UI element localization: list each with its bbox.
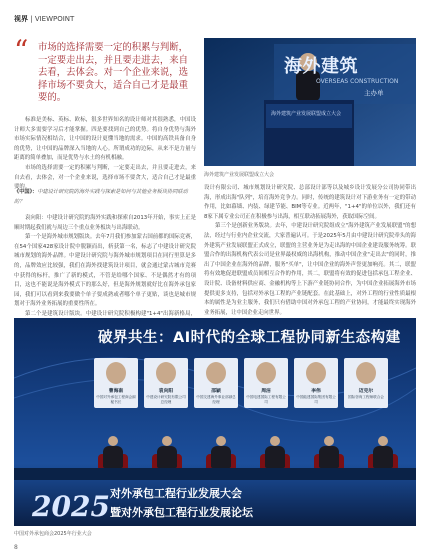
page-number: 8: [14, 544, 18, 551]
banner-title: 海外建筑: [284, 56, 358, 77]
podium-text: 海外建筑产业发展联盟成立大会: [270, 111, 341, 117]
column-label: VIEWPOINT: [34, 15, 75, 23]
event-title-line-1: 对外承包工程行业发展大会: [110, 487, 242, 500]
right-paragraph-2: 第三个是创新业务版块。去年，中建设计研究院组成立"海外建筑产业发展联盟"的想法，经过与行业内企业交流，大家普遍认可。于是2025年5月由中建设计研究院牵头的海外建筑产业发展联盟正式成立，联盟的主营业务是为走出海的中国企业建设服务统筹。联盟合作的出海机构代表公司是业界最权威的出海机构，推动中国企业"走出去"的同时，推出了中国企业在海外的品牌，服务"买单"，让中国企业的海外声誉更加响亮。其二，联盟将有效地促进联盟成员间相互合作的作用，其二，联盟将有效的促进包括承包工程企业、设计院、设备材料供应商、金融机构等上下游产业链协同合作，为中国企业拓展海外市场提供更多支持，包括对外承包工程的产业链配套。在此基础上，对外工程的行业性质最根本的属性是为业主服务，我们只有借助中国对外承包工程的产业协同，才能最终实现海外业务拓展，让中国企业走向世界。: [204, 223, 416, 316]
panelist-name: 邵颖: [211, 389, 221, 394]
panelist-role: 中国电建国际工程有限公司: [246, 395, 286, 404]
question-label: 《中国》：: [14, 189, 38, 195]
header-separator: |: [28, 15, 35, 23]
panelist-portrait: [356, 362, 376, 384]
panelist-card: [344, 358, 388, 408]
panelist-seated: [263, 436, 287, 470]
panelist-seated: [317, 436, 341, 470]
panelist-portrait: [156, 362, 176, 384]
right-column: [204, 184, 416, 318]
stage-floor: [14, 468, 416, 480]
panelist-card: [94, 358, 138, 408]
panelist-seated: [371, 436, 395, 470]
page-header: [14, 14, 74, 24]
photo-caption: 海外建筑产业发展联盟成立大会: [204, 172, 275, 178]
forum-photo-caption: 中国对外承包商会2025年行业大会: [14, 531, 92, 537]
panelist-portrait: [206, 362, 226, 384]
panelist-role: 中国对外承包工程商会副秘书长: [96, 395, 136, 404]
conference-photo: [204, 38, 416, 166]
panelist-name: 周洁: [261, 389, 271, 394]
panelist-name: 迈克尔: [358, 389, 374, 394]
panelist-role: 中国能建国际集团有限公司: [296, 395, 336, 404]
panelist-role: 中国交建海外事业部副总经理: [196, 395, 236, 404]
event-title-line-2: 暨对外承包工程行业发展论坛: [110, 506, 253, 519]
right-paragraph-1: 设计有限公司、城市规划设计研究院、总部设计部等以及城乡设计发展分公司协同带出海，形成出海"队列"，培育海外竞争力。同时，传统的建筑设计对下游业务有一定的带动作用，比如幕墙、内装、绿建节能、BIM等专业。近两年，"1+4"的单位以外，我们还有8家下属专业公司正在积极参与出海，相互联动拓展海外，获取国际空间。: [204, 185, 416, 220]
panelist-card: [294, 358, 338, 408]
question-text: 中建设计研究院的海外实践与探索是如何与其他业务板块协同联动的？: [14, 189, 188, 205]
panelist-seated: [155, 436, 179, 470]
panelist-seated: [101, 436, 125, 470]
answer-paragraph-1: 袁向阳：中建设计研究院的海外实践和探索自2013年开始，事实上正是顺时期起我们就与周边三个重点业务板块与出海联动。: [14, 215, 196, 231]
panelist-name: 袁向阳: [158, 389, 174, 394]
panelist-card: [244, 358, 288, 408]
panelist-portrait: [106, 362, 126, 384]
intro-paragraph-1: 标准是美标、英标、欧标，很多世界知名的设计师对其很熟悉，中国设计师大多需要学习后才能掌握。四是要找到自己的优势。将自身优势与海外市场实际情况相结合，让中国的设计更懂当地的需求。中国的高铁具备自身的优势，让中国的品牌深入当地的人心。所谓成功的边际，从来不是力量与距离的简单叠加，而是优势与水土的有机相融。: [14, 117, 196, 162]
answer-paragraph-2: 第一个是海外城市规划版块。去年7月我们参加蒙古国前都的国际竞赛，在54个国家428家设计院中脱颖而出，斩获第一名，标志了中建设计研究院城市规划的海外品牌。中建设计研究院与海外城市规划项目在同行里算是多的，品牌效应比较强，我们在海外找建筑设计项目，就会通过蒙古城市竞赛中获得的标杆，推广了新的模式，不管是给哪个国家、不是偶然才有的项目，这也不能说是海外模式下的那么好，但是海外规划就好比在海外承包家园，我们可以看到来我要做个单子要成熟或者哪个单子更贴，谈也是城市规划对于海外业务拓展的重要性所在。: [14, 234, 196, 308]
panelist-portrait: [256, 362, 276, 384]
pull-quote: 市场的选择需要一定的积累与判断，一定要走出去，并且要走进去，来自去看，去体会。对一个企业来说，选择市场不要贪大，适合自己才是最重要的。: [38, 42, 189, 104]
answer-column: [14, 214, 196, 329]
banner-subtitle: OVERSEAS CONSTRUCTION: [316, 78, 399, 85]
section-label: 视界: [14, 15, 28, 23]
panelist-name: 曹海南: [108, 389, 124, 394]
answer-paragraph-3: 第二个是建筑设计版块。中建设计研究院积极构建"1+4"出海新格局，: [25, 310, 196, 317]
panelist-portrait: [306, 362, 326, 384]
interview-question: [14, 188, 196, 207]
panelist-name: 李伟: [311, 389, 321, 394]
forum-photo: [14, 318, 416, 526]
event-year: 2025: [32, 490, 110, 523]
forum-title: 破界共生：AI时代的全球工程协同新生态构建: [98, 330, 401, 346]
panelist-card: [144, 358, 188, 408]
panelist-card: [194, 358, 238, 408]
panelist-role: 中建设计研究院有限公司总经理: [146, 395, 186, 404]
panelist-seated: [209, 436, 233, 470]
intro-column: [14, 116, 196, 193]
banner-host: 主办单: [364, 89, 384, 97]
intro-paragraph-2: 市场的选择需要一定的积累与判断，一定要走出去，并且要走进去，来自去看，去体会，对一个企业来说，选择市场不要贪大，适合自己才是最重要的。: [14, 164, 196, 191]
quote-mark-icon: “: [14, 34, 29, 67]
panelist-role: 国际咨询工程师联合会: [348, 395, 384, 399]
